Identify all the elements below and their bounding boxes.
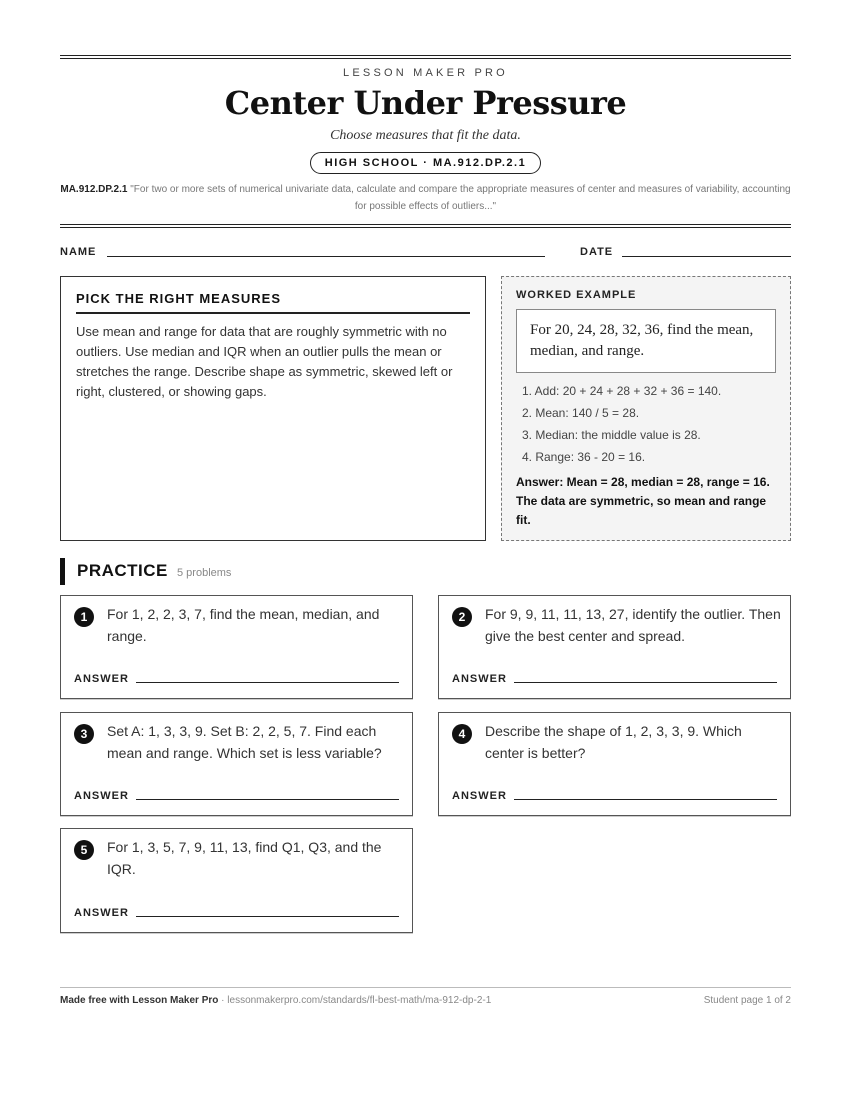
problem-number: 4 [452, 724, 472, 744]
page-subtitle: Choose measures that fit the data. [330, 128, 521, 143]
problem-number: 1 [74, 607, 94, 627]
problem-text: For 1, 3, 5, 7, 9, 11, 13, find Q1, Q3, and the IQR. [107, 839, 382, 877]
footer-page-number: Student page 1 of 2 [703, 995, 791, 1006]
answer-field[interactable] [514, 799, 777, 800]
footer-rule [60, 987, 791, 988]
practice-count: 5 problems [177, 567, 232, 579]
problem-text: For 9, 9, 11, 11, 13, 27, identify the outlier. Then give the best center and spread. [485, 606, 781, 644]
answer-label: ANSWER [74, 673, 129, 685]
answer-field[interactable] [136, 682, 399, 683]
header-bottom-rule [60, 224, 791, 225]
problem-number: 5 [74, 840, 94, 860]
worked-example-steps [516, 380, 776, 468]
problem-card-5 [60, 828, 413, 933]
footer-made-with: Made free with Lesson Maker Pro [60, 995, 219, 1006]
standard-code: MA.912.DP.2.1 [60, 184, 128, 195]
worked-example-step: 4. Range: 36 - 20 = 16. [522, 450, 646, 464]
problem-card-3 [60, 712, 413, 816]
problem-text: For 1, 2, 2, 3, 7, find the mean, median, and range. [107, 606, 380, 644]
problem-text: Describe the shape of 1, 2, 3, 3, 9. Which center is better? [485, 723, 742, 761]
problem-text: Set A: 1, 3, 3, 9. Set B: 2, 2, 5, 7. Find each mean and range. Which set is less variable? [107, 723, 382, 761]
problem-card-1 [60, 595, 413, 699]
problem-number: 3 [74, 724, 94, 744]
worked-example-heading: WORKED EXAMPLE [516, 289, 637, 301]
pick-measures-body: Use mean and range for data that are roughly symmetric with no outliers. Use median and IQR when an outlier pulls the mean or stretches the range. Describe shape as symmetric, skewed left or right, clustered, or showing gaps. [76, 324, 453, 399]
grade-pill-wrap [60, 152, 791, 174]
worked-example-answer: Answer: Mean = 28, median = 28, range = 16. The data are symmetric, so mean and range fit. [516, 475, 770, 527]
brand-name: LESSON MAKER PRO [343, 67, 508, 79]
answer-label: ANSWER [74, 790, 129, 802]
worked-example-step: 1. Add: 20 + 24 + 28 + 32 + 36 = 140. [522, 384, 722, 398]
problem-card-4 [438, 712, 791, 816]
top-rule [60, 55, 791, 56]
problem-number: 2 [452, 607, 472, 627]
practice-title: PRACTICE [77, 561, 168, 580]
date-field[interactable] [622, 256, 791, 257]
name-date-row [60, 246, 791, 262]
worked-example-box [501, 276, 791, 541]
worksheet-page [60, 0, 791, 1100]
standard-text: "For two or more sets of numerical univariate data, calculate and compare the appropriate measures of center and measures of variability, accounting for possible effects of outliers..." [130, 184, 791, 212]
worked-example-step: 2. Mean: 140 / 5 = 28. [522, 406, 640, 420]
footer-url[interactable]: · lessonmakerpro.com/standards/fl-best-math/ma-912-dp-2-1 [221, 995, 492, 1006]
name-label: NAME [60, 246, 97, 258]
answer-label: ANSWER [452, 673, 507, 685]
worked-example-step: 3. Median: the middle value is 28. [522, 428, 701, 442]
answer-field[interactable] [136, 799, 399, 800]
practice-accent-bar [60, 558, 65, 585]
footer-credit [60, 995, 491, 1006]
date-label: DATE [580, 246, 614, 258]
problem-card-2 [438, 595, 791, 699]
page-title: Center Under Pressure [224, 84, 627, 122]
pick-measures-box [60, 276, 486, 541]
pick-measures-heading: PICK THE RIGHT MEASURES [76, 291, 470, 314]
standard-description [60, 181, 791, 215]
answer-label: ANSWER [452, 790, 507, 802]
answer-label: ANSWER [74, 907, 129, 919]
grade-standard-pill: HIGH SCHOOL · MA.912.DP.2.1 [310, 152, 541, 174]
answer-field[interactable] [136, 916, 399, 917]
answer-field[interactable] [514, 682, 777, 683]
name-field[interactable] [107, 256, 545, 257]
worked-example-prompt: For 20, 24, 28, 32, 36, find the mean, median, and range. [516, 309, 776, 373]
